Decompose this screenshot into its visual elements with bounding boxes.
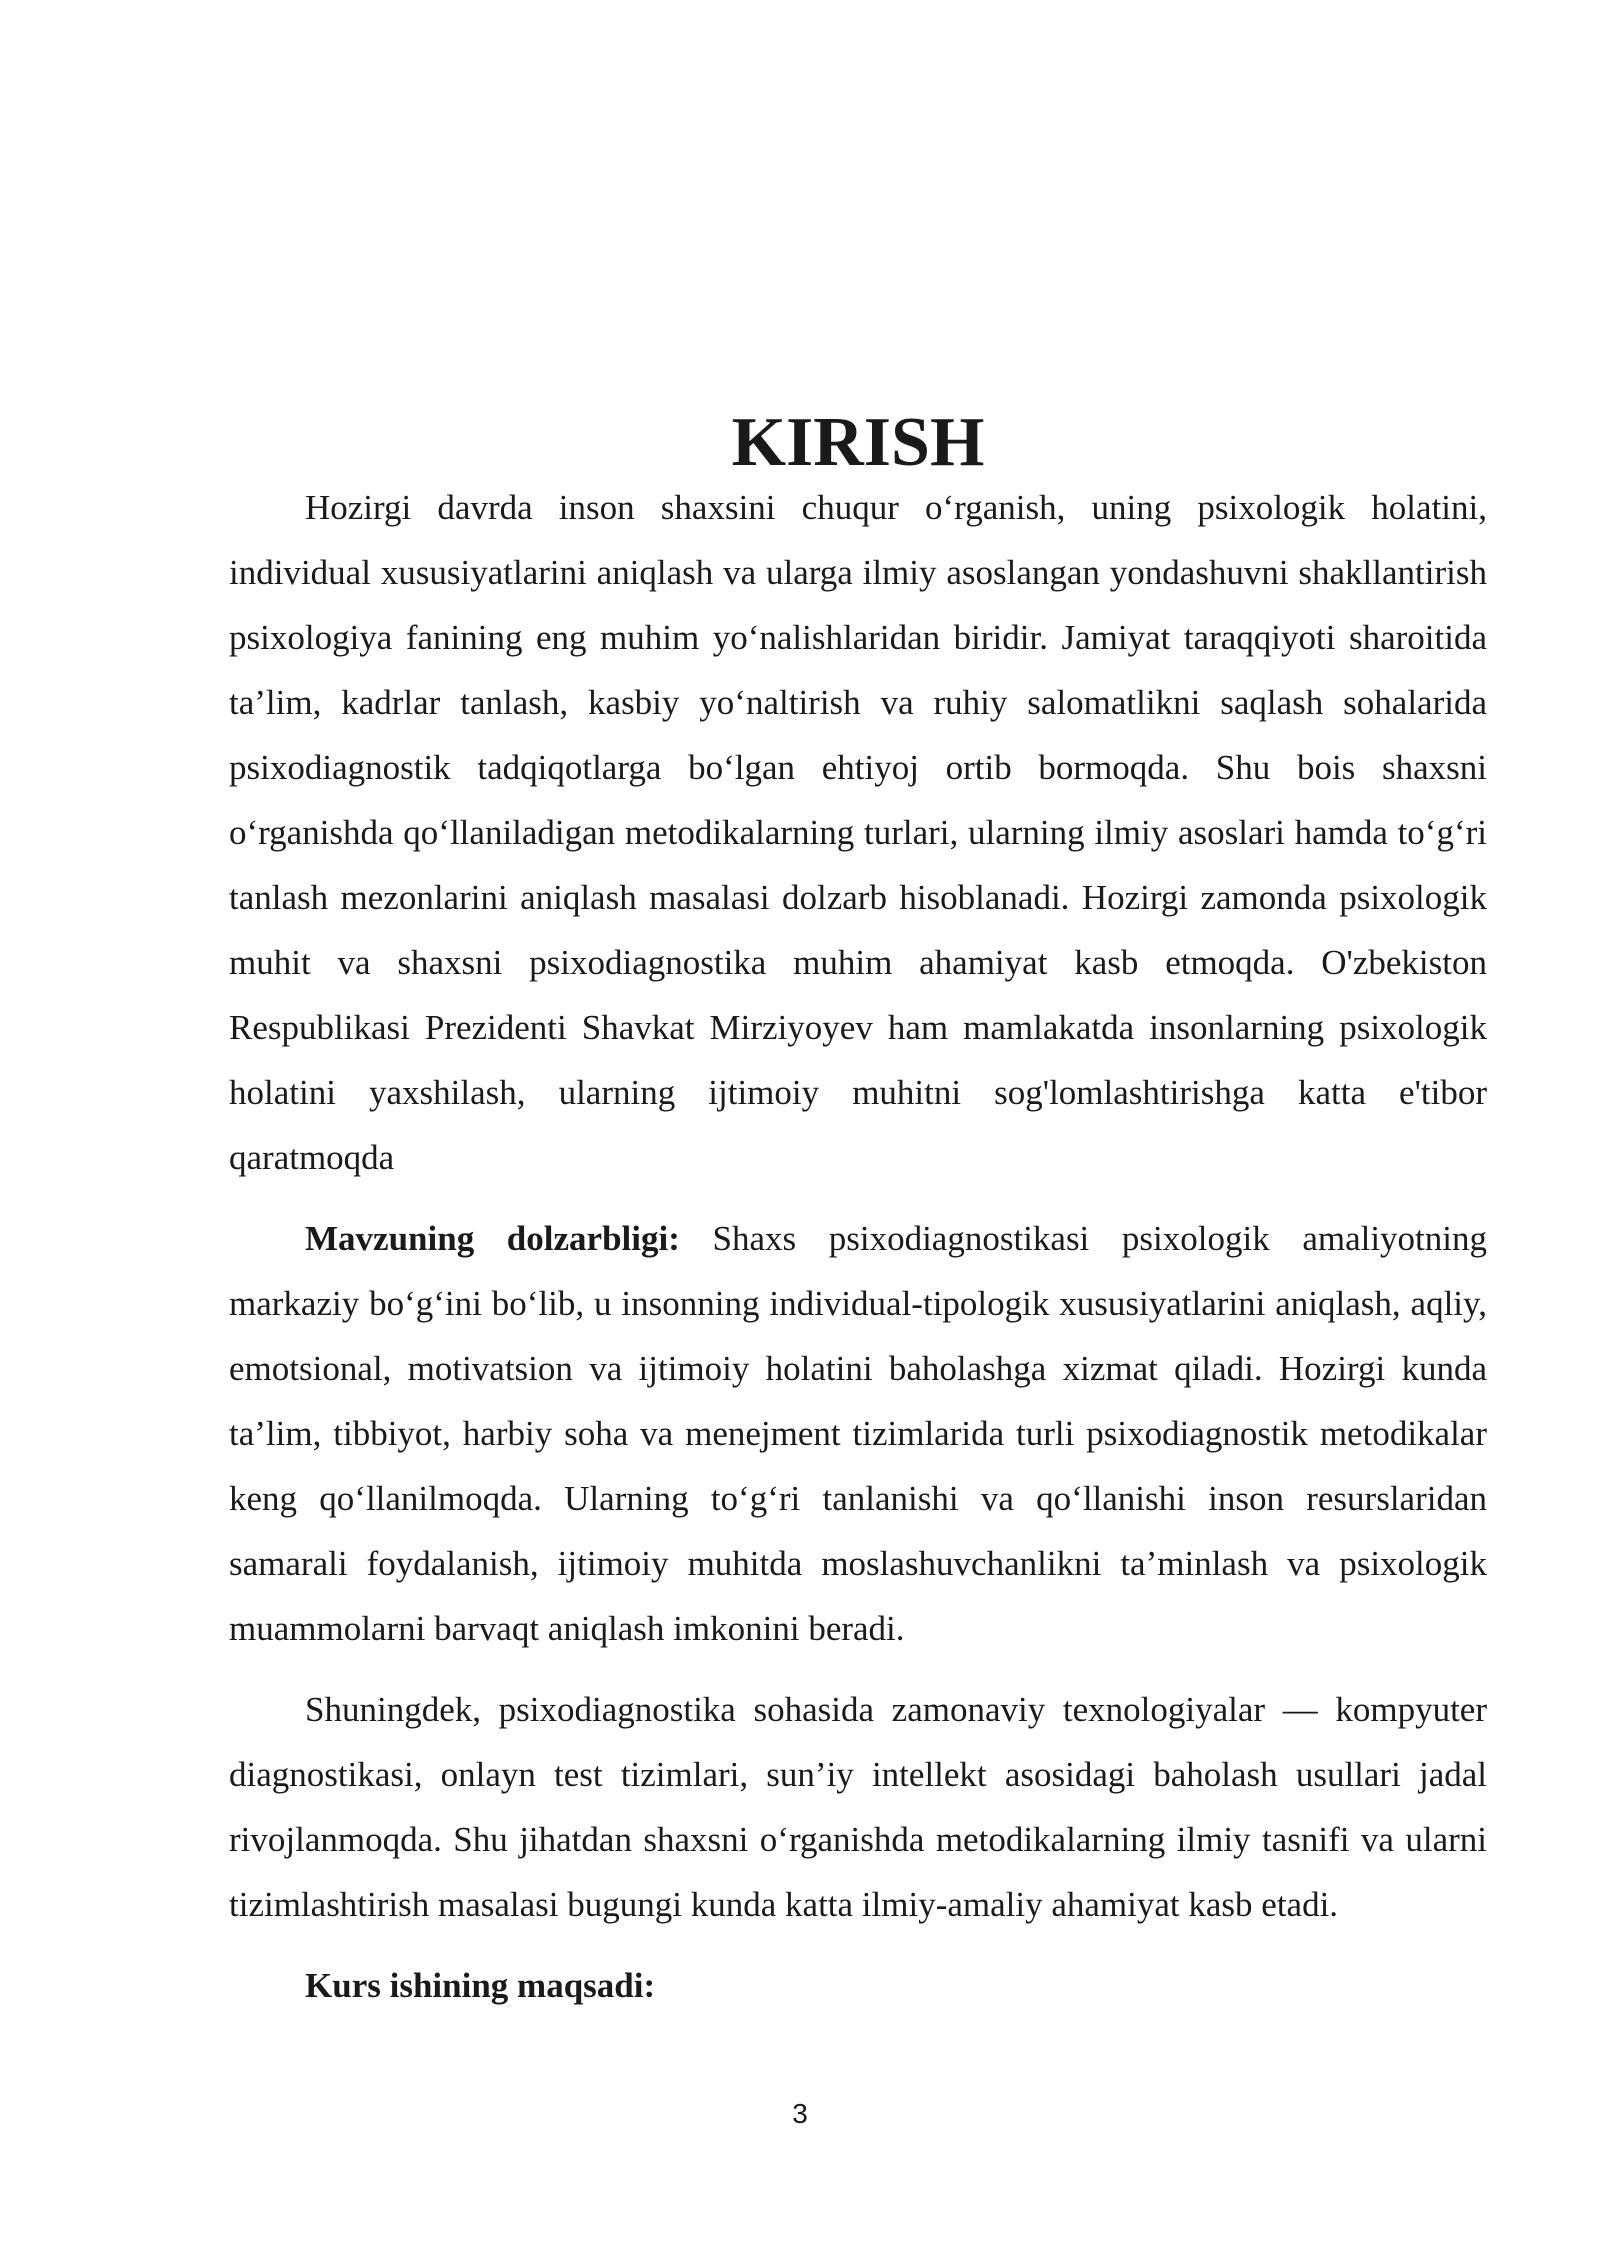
- paragraph-lead: Mavzuning dolzarbligi:: [305, 1219, 680, 1258]
- intro-paragraph: [229, 475, 1487, 1190]
- relevance-paragraph: [229, 1206, 1487, 1661]
- paragraph-text: Hozirgi davrda inson shaxsini chuqur o‘rganish, uning psixologik holatini, individual xususiyatlarini aniqlash va ularga ilmiy asoslangan yondashuvni shakllantirish psixologiya fanining eng muhim yo‘nalishlaridan biridir. Jamiyat taraqqiyoti sharoitida ta’lim, kadrlar tanlash, kasbiy yo‘naltirish va ruhiy salomatlikni saqlash sohalarida psixodiagnostik tadqiqotlarga bo‘lgan ehtiyoj ortib bormoqda. Shu bois shaxsni o‘rganishda qo‘llaniladigan metodikalarning turlari, ularning ilmiy asoslari hamda to‘g‘ri tanlash mezonlarini aniqlash masalasi dolzarb hisoblanadi. Hozirgi zamonda psixologik muhit va shaxsni psixodiagnostika muhim ahamiyat kasb etmoqda. O'zbekiston Respublikasi Prezidenti Shavkat Mirziyoyev ham mamlakatda insonlarning psixologik holatini yaxshilash, ularning ijtimoiy muhitni sog'lomlashtirishga katta e'tibor qaratmoqda: [229, 488, 1487, 1177]
- paragraph-text: Shaxs psixodiagnostikasi psixologik amaliyotning markaziy bo‘g‘ini bo‘lib, u insonning individual-tipologik xususiyatlarini aniqlash, aqliy, emotsional, motivatsion va ijtimoiy holatini baholashga xizmat qiladi. Hozirgi kunda ta’lim, tibbiyot, harbiy soha va menejment tizimlarida turli psixodiagnostik metodikalar keng qo‘llanilmoqda. Ularning to‘g‘ri tanlanishi va qo‘llanishi inson resurslaridan samarali foydalanish, ijtimoiy muhitda moslashuvchanlikni ta’minlash va psixologik muammolarni barvaqt aniqlash imkonini beradi.: [229, 1219, 1488, 1648]
- paragraph-text: Shuningdek, psixodiagnostika sohasida zamonaviy texnologiyalar — kompyuter diagnostikasi, onlayn test tizimlari, sun’iy intellekt asosidagi baholash usullari jadal rivojlanmoqda. Shu jihatdan shaxsni o‘rganishda metodikalarning ilmiy tasnifi va ularni tizimlashtirish masalasi bugungi kunda katta ilmiy-amaliy ahamiyat kasb etadi.: [229, 1690, 1487, 1924]
- page-number: 3: [792, 2098, 808, 2129]
- paragraph-lead: Kurs ishining maqsadi:: [305, 1966, 656, 2005]
- page-content: [229, 404, 1488, 2018]
- technology-paragraph: [229, 1677, 1487, 1937]
- section-heading: KIRISH: [731, 404, 985, 481]
- goal-paragraph: [229, 1953, 1487, 2018]
